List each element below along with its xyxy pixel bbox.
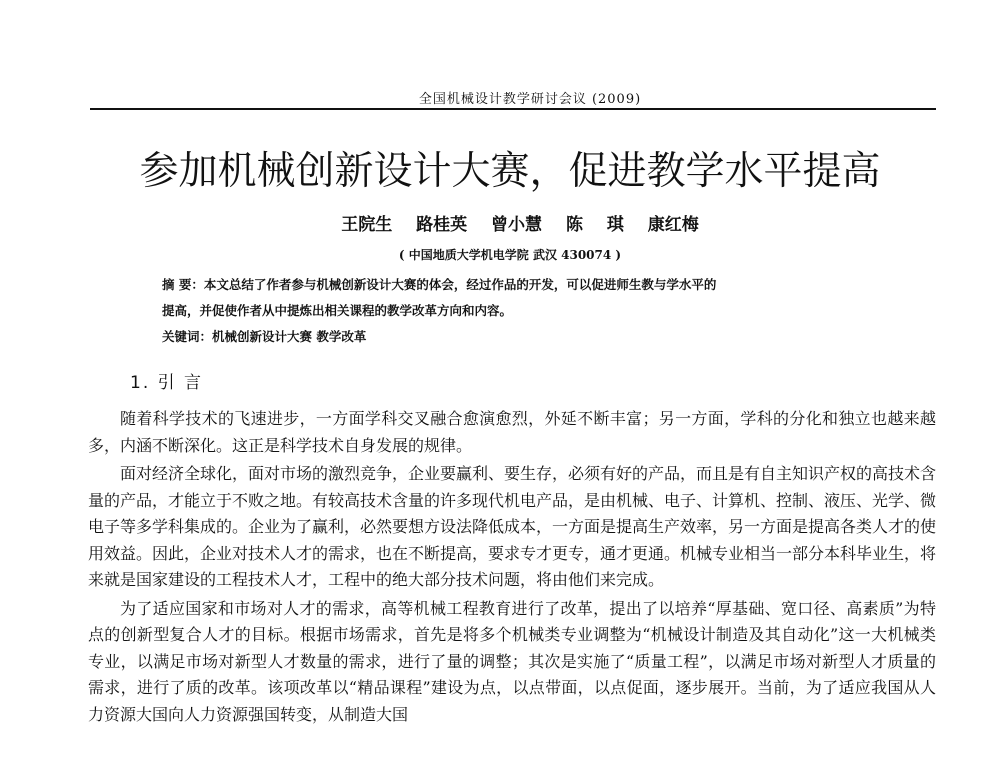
paper-title: 参加机械创新设计大赛，促进教学水平提高 (139, 149, 881, 194)
body-paragraph: 为了适应国家和市场对人才的需求，高等机械工程教育进行了改革，提出了以培养“厚基础、宽口径、高素质”为特点的创新型复合人才的目标。根据市场需求，首先是将多个机械类专业调整为“机械设计制造及其自动化”这一大机械类专业，以满足市场对新型人才数量的需求，进行了量的调整；其次是实施了“质量工程”，以满足市场对新型人才质量的需求，进行了质的改革。该项改革以“精品课程”建设为点，以点带面，以点促面，逐步展开。当前，为了适应我国从人力资源大国向人力资源强国转变，从制造大国 (88, 598, 936, 724)
abstract-line-2: 提高，并促使作者从中提炼出相关课程的教学改革方向和内容。 (162, 303, 513, 318)
affiliation: ( 中国地质大学机电学院 武汉 430074 ) (398, 248, 622, 262)
keywords (162, 324, 882, 350)
keywords-label: 关键词： (162, 329, 213, 344)
abstract-text-1: 本文总结了作者参与机械创新设计大赛的体会，经过作品的开发，可以促进师生教与学水平的 (203, 277, 717, 292)
keywords-text: 机械创新设计大赛 教学改革 (212, 329, 367, 344)
abstract-label: 摘 要： (162, 277, 204, 292)
header-rule (90, 108, 936, 110)
abstract (162, 272, 882, 324)
body-paragraph: 面对经济全球化，面对市场的激烈竞争，企业要赢利、要生存，必须有好的产品，而且是有自主知识产权的高技术含量的产品，才能立于不败之地。有较高技术含量的许多现代机电产品，是由机械、电子、计算机、控制、液压、光学、微电子等多学科集成的。企业为了赢利，必然要想方设法降低成本，一方面是提高生产效率，另一方面是提高各类人才的使用效益。因此，企业对技术人才的需求，也在不断提高，要求专才更专，通才更通。机械专业相当一部分本科毕业生，将来就是国家建设的工程技术人才，工程中的绝大部分技术问题，将由他们来完成。 (88, 464, 937, 589)
author-list: 王院生 路桂英 曾小慧 陈 琪 康红梅 (341, 215, 699, 235)
body-paragraph: 随着科学技术的飞速进步，一方面学科交叉融合愈演愈烈，外延不断丰富；另一方面，学科的分化和独立也越来越多，内涵不断深化。这正是科学技术自身发展的规律。 (88, 409, 936, 455)
section-heading: 1. 引 言 (130, 373, 204, 393)
body-text (88, 406, 936, 730)
running-header: 全国机械设计教学研讨会议 (2009) (418, 92, 642, 107)
abstract-line-1 (162, 272, 882, 298)
